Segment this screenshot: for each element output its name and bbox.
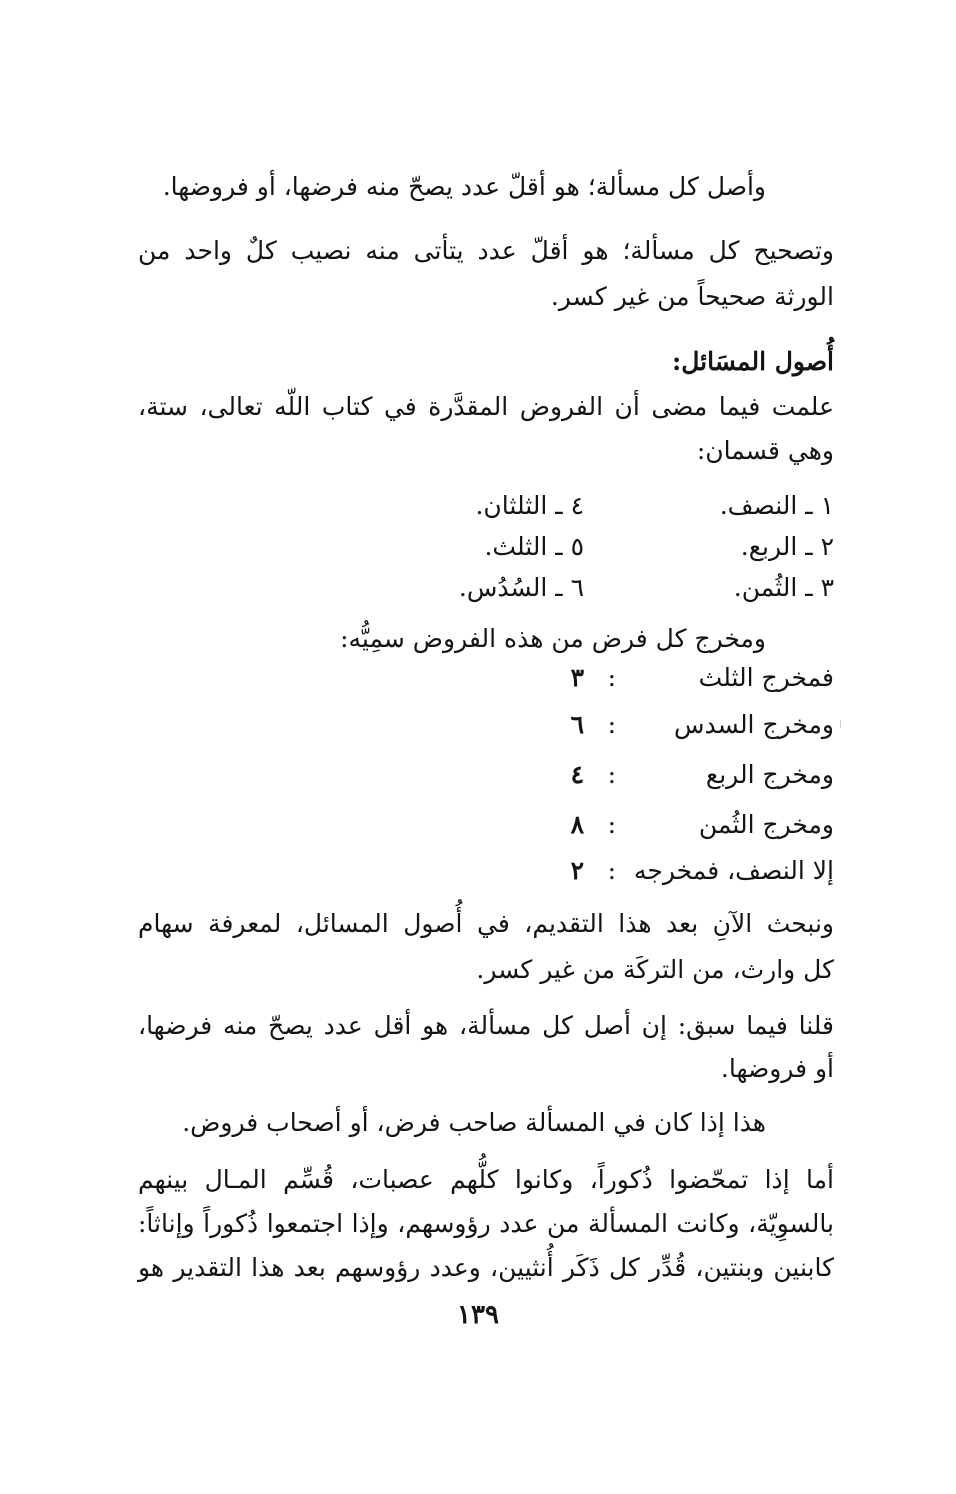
paragraph-furud-line-2: وهي قسمان: xyxy=(696,436,834,465)
paragraph-usul-line-2: كل وارث، من التركَة من غير كسر. xyxy=(476,955,834,984)
makhraj-colon: : xyxy=(607,663,616,692)
makhraj-intro: ومخرج كل فرض من هذه الفروض سمِيُّه: xyxy=(340,624,766,653)
list-item: ١ ـ النصف. xyxy=(719,491,834,520)
paragraph-qulna-line-1: قلنا فيما سبق: إن أصل كل مسألة، هو أقل عدد يصحّ منه فرضها، xyxy=(138,1011,834,1040)
makhraj-label: فمخرج الثلث xyxy=(698,663,834,692)
page-number: ١٣٩ xyxy=(457,1300,499,1330)
makhraj-colon: : xyxy=(607,856,616,885)
paragraph-amma-line-1: أما إذا تمحّضوا ذُكوراً، وكانوا كلُّهم عصبات، قُسِّم المـال بينهم xyxy=(138,1165,834,1194)
paragraph-furud-line-1: علمت فيما مضى أن الفروض المقدَّرة في كتاب اللّه تعالى، ستة، xyxy=(138,392,834,421)
paragraph-hadha: هذا إذا كان في المسألة صاحب فرض، أو أصحاب فروض. xyxy=(182,1108,766,1137)
book-page xyxy=(138,0,834,1494)
paragraph-usul-line-1: ونبحث الآنِ بعد هذا التقديم، في أُصول المسائل، لمعرفة سهام xyxy=(138,909,834,938)
paragraph-amma-line-3: كابنين وبنتين، قُدِّر كل ذَكَر أُنثيين، وعدد رؤوسهم بعد هذا التقدير هو xyxy=(138,1253,834,1282)
list-item: ٣ ـ الثُمن. xyxy=(733,573,834,602)
makhraj-label: إلا النصف، فمخرجه xyxy=(633,856,834,885)
list-item: ٤ ـ الثلثان. xyxy=(475,491,584,520)
scan-mark xyxy=(840,720,841,728)
makhraj-label: ومخرج الثُمن xyxy=(698,810,834,839)
makhraj-value: ٣ xyxy=(570,663,584,692)
makhraj-label: ومخرج الربع xyxy=(705,760,834,789)
paragraph-tashih-line-2: الورثة صحيحاً من غير كسر. xyxy=(550,282,834,311)
makhraj-value: ٢ xyxy=(570,856,584,885)
list-item: ٦ ـ السُدُس. xyxy=(458,573,584,602)
makhraj-value: ٦ xyxy=(570,710,584,739)
makhraj-colon: : xyxy=(607,710,616,739)
makhraj-value: ٨ xyxy=(570,810,584,839)
makhraj-label: ومخرج السدس xyxy=(674,710,834,739)
makhraj-colon: : xyxy=(607,760,616,789)
paragraph-tashih-line-1: وتصحيح كل مسألة؛ هو أقلّ عدد يتأتى منه نصيب كلٌ واحد من xyxy=(138,236,834,265)
paragraph-amma-line-2: بالسوِيّة، وكانت المسألة من عدد رؤوسهم، وإذا اجتمعوا ذُكوراً وإناثاً: xyxy=(138,1209,834,1238)
paragraph-asl: وأصل كل مسألة؛ هو أقلّ عدد يصحّ منه فرضها، أو فروضها. xyxy=(162,172,766,201)
paragraph-qulna-line-2: أو فروضها. xyxy=(720,1054,834,1083)
list-item: ٢ ـ الربع. xyxy=(740,532,834,561)
section-heading: أُصول المسَائل: xyxy=(671,347,834,376)
makhraj-value: ٤ xyxy=(570,760,584,789)
makhraj-colon: : xyxy=(607,810,616,839)
list-item: ٥ ـ الثلث. xyxy=(484,532,584,561)
